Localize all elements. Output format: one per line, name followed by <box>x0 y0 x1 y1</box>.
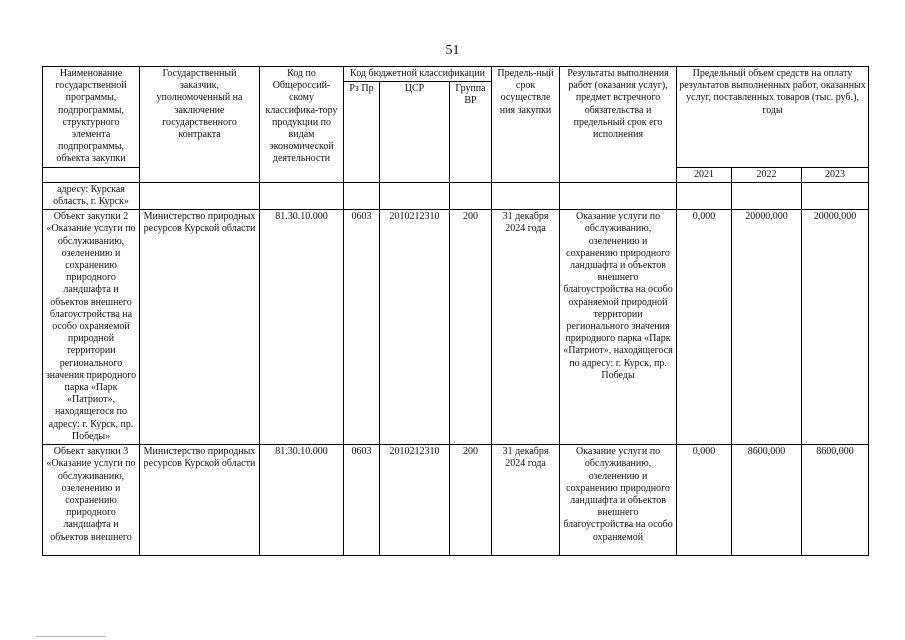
scan-artifact <box>36 636 106 637</box>
cell-group-vr: 200 <box>450 210 492 445</box>
header-volume: Предельный объем средств на оплату результатов выполненных работ, оказанных услуг, поставленных товаров (тыс. руб.), годы <box>677 67 869 168</box>
cell-name: Объект закупки 3 «Оказание услуги по обслуживанию, озеленению и сохранению природного ландшафта и объектов внешнего <box>43 445 140 556</box>
header-year-2022: 2022 <box>732 167 802 182</box>
cell-2022: 8600,000 <box>732 445 802 556</box>
header-budget-code: Код бюджетной классификации <box>344 67 492 82</box>
header-deadline: Предель-ный срок осуществле ния закупки <box>492 67 560 183</box>
cell-2023: 20000,000 <box>802 210 869 445</box>
header-okpd: Код по Общероссий-скому классифика-тору продукции по видам экономической деятельности <box>260 67 344 183</box>
cell-rz-pr: 0603 <box>344 445 380 556</box>
header-name-cont <box>43 167 140 182</box>
header-results: Результаты выполнения работ (оказания услуг), предмет встречного обязательства и предельный срок его исполнения <box>560 67 677 183</box>
cell-results: Оказание услуги по обслуживанию, озеленению и сохранению природного ландшафта и объектов внешнего благоустройства на особо охраняемой природной территории регионального значения природного парка «Парк «Патриот», находящегося по адресу: г. Курск, пр. Победы <box>560 210 677 445</box>
cell-customer: Министерство природных ресурсов Курской области <box>140 210 260 445</box>
table-row <box>43 182 869 209</box>
procurement-table <box>42 66 869 556</box>
cell-rz-pr: 0603 <box>344 210 380 445</box>
header-name: Наименование государственной программы, подпрограммы, структурного элемента подпрограммы, объекта закупки <box>43 67 140 168</box>
cell-name: Объект закупки 2 «Оказание услуги по обслуживанию, озеленению и сохранению природного ландшафта и объектов внешнего благоустройства на особо охраняемой природной территории регионального значения природного парка «Парк «Патриот», находящегося по адресу: г. Курск, пр. Победы» <box>43 210 140 445</box>
cell-okpd: 81.30.10.000 <box>260 210 344 445</box>
page-number: 51 <box>445 43 460 58</box>
cell-group-vr: 200 <box>450 445 492 556</box>
header-rz-pr: Рз Пр <box>344 82 380 183</box>
table-row <box>43 445 869 556</box>
header-customer: Государственный заказчик, уполномоченный на заключение государственного контракта <box>140 67 260 183</box>
cell-results: Оказание услуги по обслуживанию, озеленению и сохранению природного ландшафта и объектов внешнего благоустройства на особо охраняемой <box>560 445 677 556</box>
cell-csr: 2010212310 <box>380 210 450 445</box>
cell-2022: 20000,000 <box>732 210 802 445</box>
cell-2021: 0,000 <box>677 445 732 556</box>
cell-deadline: 31 декабря 2024 года <box>492 445 560 556</box>
header-year-2023: 2023 <box>802 167 869 182</box>
cell-name: адресу: Курская область, г. Курск» <box>43 182 140 209</box>
cell-deadline: 31 декабря 2024 года <box>492 210 560 445</box>
cell-customer: Министерство природных ресурсов Курской области <box>140 445 260 556</box>
table-row <box>43 210 869 445</box>
header-group-vr: Группа ВР <box>450 82 492 183</box>
cell-2021: 0,000 <box>677 210 732 445</box>
header-year-2021: 2021 <box>677 167 732 182</box>
cell-2023: 8600,000 <box>802 445 869 556</box>
cell-csr: 2010212310 <box>380 445 450 556</box>
cell-okpd: 81.30.10.000 <box>260 445 344 556</box>
header-csr: ЦСР <box>380 82 450 183</box>
